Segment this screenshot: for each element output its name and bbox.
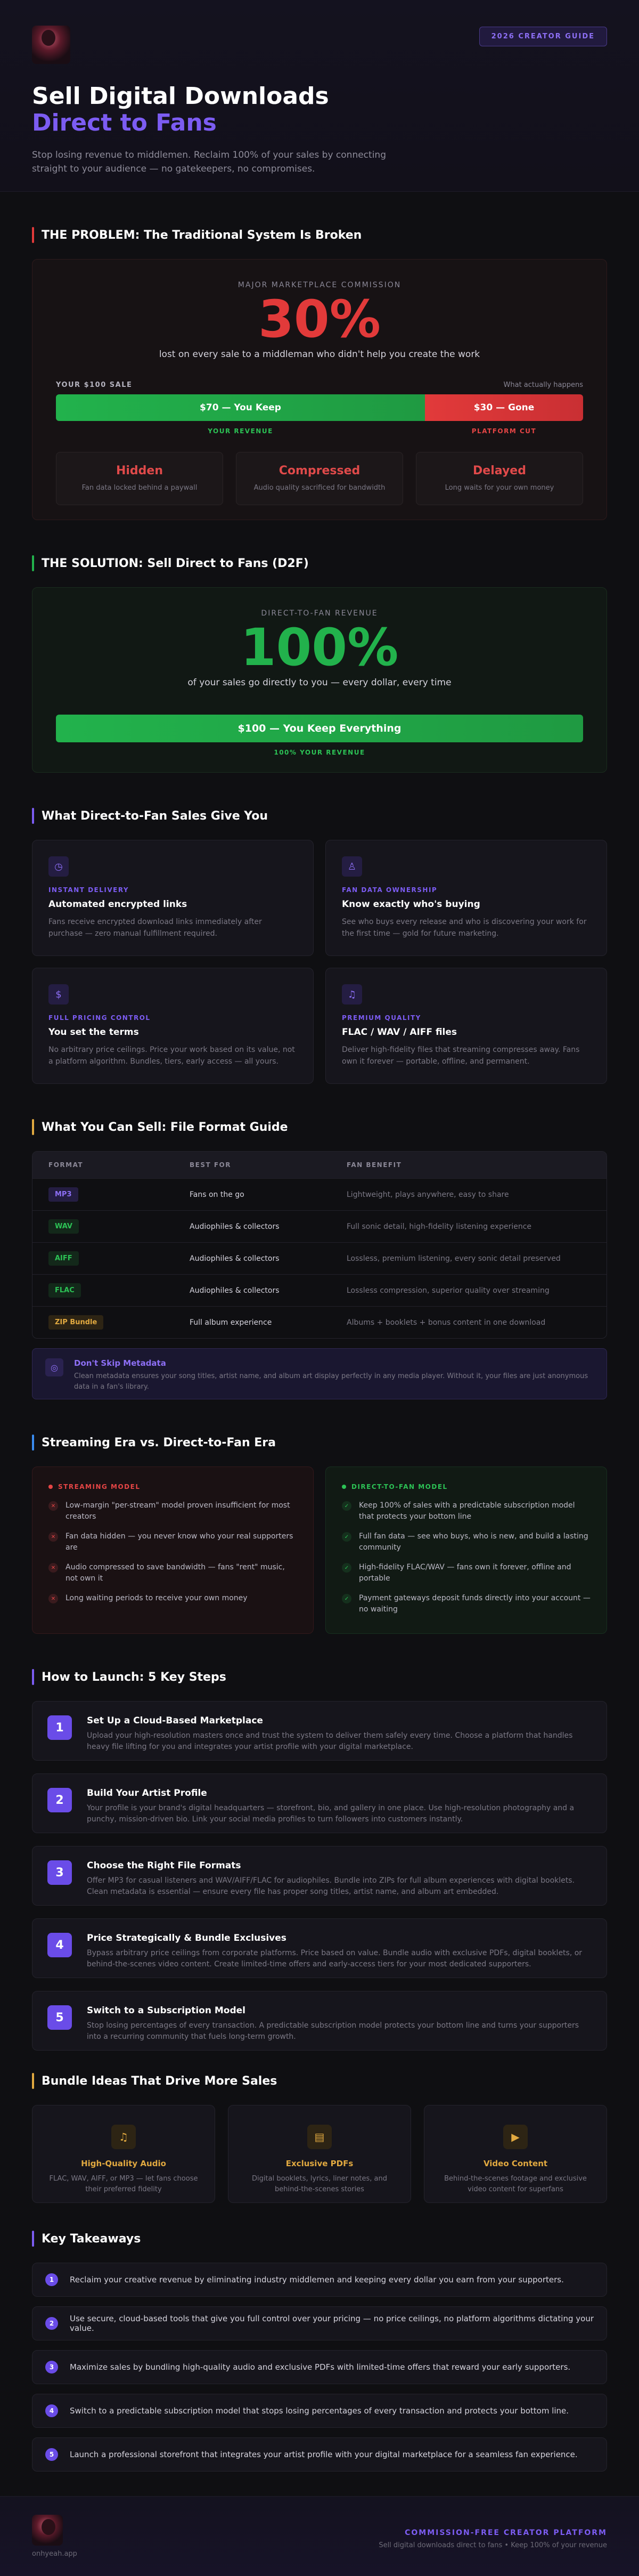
section-title: What You Can Sell: File Format Guide bbox=[42, 1120, 288, 1134]
metadata-note bbox=[32, 1348, 607, 1399]
section-accent-bar bbox=[32, 2073, 34, 2089]
step-desc: Upload your high-resolution masters once and trust the system to deliver them safely every time. Choose a platform that handles heavy file lifting for you and integrates your artist profile with your digital marketplace. bbox=[87, 1731, 573, 1751]
table-row bbox=[32, 1242, 607, 1274]
split-meta-right: What actually happens bbox=[503, 381, 583, 389]
split-bar-meta bbox=[56, 381, 583, 389]
feature-kicker: INSTANT DELIVERY bbox=[48, 886, 129, 894]
format-table bbox=[32, 1151, 607, 1339]
benefit-cell: Full sonic detail, high-fidelity listening experience bbox=[347, 1222, 532, 1231]
d2f-list bbox=[342, 1500, 591, 1615]
benefit-cell: Lightweight, plays anywhere, easy to share bbox=[347, 1190, 509, 1199]
section-accent-bar bbox=[32, 1435, 34, 1451]
feature-card bbox=[325, 840, 607, 956]
list-item bbox=[342, 1593, 591, 1615]
table-row bbox=[32, 1210, 607, 1242]
takeaway-number: 4 bbox=[45, 2404, 58, 2417]
x-icon: ✕ bbox=[48, 1563, 58, 1573]
feature-card bbox=[325, 968, 607, 1084]
full-revenue-bar: $100 — You Keep Everything bbox=[56, 715, 583, 742]
problem-point-title: Hidden bbox=[116, 464, 163, 477]
takeaway-number: 3 bbox=[45, 2361, 58, 2374]
feature-desc: No arbitrary price ceilings. Price your work based on its value, not a platform algorithm. Bundles, tiers, early access — all yours. bbox=[48, 1046, 295, 1066]
check-icon: ✓ bbox=[342, 1594, 351, 1603]
column-header: FAN BENEFIT bbox=[347, 1161, 402, 1169]
section-heading-features bbox=[32, 808, 607, 824]
feature-title: FLAC / WAV / AIFF files bbox=[342, 1027, 457, 1038]
benefit-cell: Lossless, premium listening, every sonic detail preserved bbox=[347, 1254, 561, 1263]
section-title: What Direct-to-Fan Sales Give You bbox=[42, 809, 268, 823]
d2f-model-card bbox=[325, 1467, 607, 1634]
feature-desc: Deliver high-fidelity files that streaming compresses away. Fans own it forever — portable, offline, and permanent. bbox=[342, 1046, 580, 1066]
problem-point-desc: Audio quality sacrificed for bandwidth bbox=[253, 484, 386, 492]
takeaway-text: Switch to a predictable subscription model that stops losing percentages of every transaction and protects your bottom line. bbox=[70, 2406, 569, 2416]
title-line-2: Direct to Fans bbox=[32, 109, 217, 136]
feature-card bbox=[32, 968, 314, 1084]
note-title: Don't Skip Metadata bbox=[74, 1358, 166, 1368]
step-title: Choose the Right File Formats bbox=[87, 1860, 241, 1871]
feature-title: Know exactly who's buying bbox=[342, 899, 480, 910]
streaming-model-title bbox=[48, 1483, 297, 1490]
table-header-row bbox=[32, 1152, 607, 1178]
keep-segment: $70 — You Keep bbox=[56, 394, 425, 421]
problem-point-card bbox=[56, 452, 223, 505]
video-camera-icon: ▶ bbox=[503, 2125, 528, 2149]
split-labels bbox=[56, 427, 583, 435]
problem-point-desc: Fan data locked behind a paywall bbox=[81, 484, 198, 492]
takeaway-item bbox=[32, 2437, 607, 2472]
best-for-cell: Audiophiles & collectors bbox=[190, 1254, 280, 1263]
list-item-text: Keep 100% of sales with a predictable subscription model that protects your bottom line bbox=[359, 1501, 575, 1521]
step-desc: Bypass arbitrary price ceilings from corporate platforms. Price based on value. Bundle audio with exclusive PDFs, digital booklets, or behind-the-scenes video content. Create limited-time offers and early-access tiers for your most dedicated supporters. bbox=[87, 1949, 583, 1969]
problem-kicker: MAJOR MARKETPLACE COMMISSION bbox=[237, 281, 402, 289]
features-grid bbox=[32, 840, 607, 1084]
list-item-text: Low-margin "per-stream" model proven insufficient for most creators bbox=[65, 1501, 290, 1521]
bundle-card bbox=[228, 2105, 411, 2203]
list-item bbox=[48, 1593, 297, 1604]
format-pill: WAV bbox=[48, 1219, 79, 1234]
solution-card bbox=[32, 587, 607, 773]
step-card bbox=[32, 1773, 607, 1833]
list-item bbox=[342, 1531, 591, 1553]
feature-card bbox=[32, 840, 314, 956]
takeaway-number: 2 bbox=[45, 2317, 58, 2330]
commission-figure: 30% bbox=[258, 289, 381, 349]
x-icon: ✕ bbox=[48, 1501, 58, 1511]
bundle-desc: FLAC, WAV, AIFF, or MP3 — let fans choose their preferred fidelity bbox=[49, 2175, 198, 2193]
document-icon: ▤ bbox=[307, 2125, 332, 2149]
d2f-title-text: DIRECT-TO-FAN MODEL bbox=[351, 1483, 448, 1490]
section-accent-bar bbox=[32, 555, 34, 571]
step-card bbox=[32, 1918, 607, 1978]
formats-section bbox=[32, 1119, 607, 1399]
takeaways-section bbox=[32, 2231, 607, 2472]
music-note-icon: ♫ bbox=[111, 2125, 136, 2149]
streaming-model-card bbox=[32, 1467, 314, 1634]
launch-section bbox=[32, 1669, 607, 2051]
column-header: FORMAT bbox=[48, 1161, 84, 1169]
format-cell bbox=[32, 1315, 190, 1330]
step-number: 4 bbox=[47, 1933, 72, 1957]
takeaway-number: 1 bbox=[45, 2273, 58, 2286]
info-icon: ◎ bbox=[45, 1358, 63, 1376]
features-section bbox=[32, 808, 607, 1084]
format-cell bbox=[32, 1283, 190, 1298]
section-heading-problem bbox=[32, 227, 607, 243]
list-item-text: Long waiting periods to receive your own money bbox=[65, 1594, 248, 1602]
problem-point-card bbox=[236, 452, 403, 505]
streaming-list bbox=[48, 1500, 297, 1604]
section-accent-bar bbox=[32, 227, 34, 243]
step-card bbox=[32, 1846, 607, 1906]
step-card bbox=[32, 1991, 607, 2051]
step-number: 2 bbox=[47, 1788, 72, 1812]
d2f-caption: of your sales go directly to you — every dollar, every time bbox=[187, 677, 452, 688]
section-heading-compare bbox=[32, 1435, 607, 1451]
column-header: BEST FOR bbox=[190, 1161, 231, 1169]
list-item-text: Fan data hidden — you never know who your real supporters are bbox=[65, 1532, 293, 1552]
section-heading-formats bbox=[32, 1119, 607, 1135]
section-heading-bundles bbox=[32, 2073, 607, 2089]
bundle-title: High-Quality Audio bbox=[81, 2159, 166, 2168]
hero-subtitle: Stop losing revenue to middlemen. Reclaim 100% of your sales by connecting straight to your audience — no gatekeepers, no compromises. bbox=[32, 150, 386, 174]
x-icon: ✕ bbox=[48, 1594, 58, 1603]
bundle-desc: Behind-the-scenes footage and exclusive video content for superfans bbox=[444, 2175, 587, 2193]
keep-caption: YOUR REVENUE bbox=[208, 427, 273, 435]
section-accent-bar bbox=[32, 2231, 34, 2247]
feature-kicker: PREMIUM QUALITY bbox=[342, 1014, 421, 1022]
d2f-model-title bbox=[342, 1483, 591, 1490]
red-dot-icon bbox=[48, 1485, 53, 1489]
d2f-figure: 100% bbox=[240, 618, 399, 677]
footer-domain[interactable]: onhyeah.app bbox=[32, 2550, 77, 2558]
title-line-1: Sell Digital Downloads bbox=[32, 83, 329, 110]
step-desc: Stop losing percentages of every transaction. A predictable subscription model protects your bottom line and turns your supporters into a recurring community that fuels long-term growth. bbox=[87, 2021, 579, 2041]
section-accent-bar bbox=[32, 1119, 34, 1135]
guide-badge: 2026 CREATOR GUIDE bbox=[479, 27, 607, 46]
table-row bbox=[32, 1274, 607, 1306]
list-item bbox=[342, 1500, 591, 1522]
section-heading-launch bbox=[32, 1669, 607, 1685]
music-note-icon: ♫ bbox=[342, 984, 362, 1005]
check-icon: ✓ bbox=[342, 1501, 351, 1511]
feature-kicker: FAN DATA OWNERSHIP bbox=[342, 886, 438, 894]
page-title bbox=[32, 83, 607, 136]
section-accent-bar bbox=[32, 808, 34, 824]
step-title: Price Strategically & Bundle Exclusives bbox=[87, 1933, 286, 1943]
section-title: Key Takeaways bbox=[42, 2232, 141, 2246]
step-card bbox=[32, 1701, 607, 1761]
takeaway-text: Launch a professional storefront that integrates your artist profile with your digital marketplace for a seamless fan experience. bbox=[70, 2450, 578, 2459]
feature-title: Automated encrypted links bbox=[48, 899, 187, 910]
list-item bbox=[48, 1531, 297, 1553]
page-footer bbox=[0, 2496, 639, 2576]
best-for-cell: Fans on the go bbox=[190, 1190, 244, 1199]
section-title: THE PROBLEM: The Traditional System Is Broken bbox=[42, 228, 362, 242]
step-title: Build Your Artist Profile bbox=[87, 1788, 207, 1799]
problem-point-title: Compressed bbox=[278, 464, 361, 477]
list-item-text: Payment gateways deposit funds directly into your account — no waiting bbox=[359, 1594, 591, 1614]
section-title: THE SOLUTION: Sell Direct to Fans (D2F) bbox=[42, 556, 309, 570]
bundle-card bbox=[424, 2105, 607, 2203]
artist-avatar bbox=[32, 2515, 63, 2546]
x-icon: ✕ bbox=[48, 1532, 58, 1542]
best-for-cell: Audiophiles & collectors bbox=[190, 1222, 280, 1231]
section-title: Streaming Era vs. Direct-to-Fan Era bbox=[42, 1436, 276, 1449]
best-for-cell: Audiophiles & collectors bbox=[190, 1286, 280, 1295]
feature-desc: See who buys every release and who is discovering your work for the first time — gold for future marketing. bbox=[342, 918, 587, 938]
format-cell bbox=[32, 1251, 190, 1266]
best-for-cell: Full album experience bbox=[190, 1318, 272, 1327]
bundle-cards bbox=[32, 2105, 607, 2203]
dollar-icon: $ bbox=[48, 984, 69, 1005]
step-number: 5 bbox=[47, 2005, 72, 2030]
takeaway-item bbox=[32, 2394, 607, 2428]
bundles-section bbox=[32, 2073, 607, 2203]
step-number: 1 bbox=[47, 1715, 72, 1740]
solution-section bbox=[32, 555, 607, 773]
feature-desc: Fans receive encrypted download links immediately after purchase — zero manual fulfillment required. bbox=[48, 918, 262, 938]
step-title: Switch to a Subscription Model bbox=[87, 2005, 245, 2016]
footer-sub: Sell digital downloads direct to fans • Keep 100% of your revenue bbox=[379, 2541, 607, 2549]
problem-card bbox=[32, 259, 607, 520]
list-item-text: Full fan data — see who buys, who is new, and build a lasting community bbox=[359, 1532, 588, 1552]
footer-tag: COMMISSION-FREE CREATOR PLATFORM bbox=[405, 2529, 607, 2537]
problem-point-card bbox=[416, 452, 583, 505]
split-meta-left: YOUR $100 SALE bbox=[56, 381, 133, 389]
bundle-title: Exclusive PDFs bbox=[285, 2159, 354, 2168]
list-item bbox=[342, 1562, 591, 1584]
format-cell bbox=[32, 1219, 190, 1234]
takeaway-item bbox=[32, 2306, 607, 2340]
section-title: How to Launch: 5 Key Steps bbox=[42, 1670, 226, 1684]
takeaway-text: Use secure, cloud-based tools that give you full control over your pricing — no price ceilings, no platform algorithms dictating your value. bbox=[70, 2314, 594, 2333]
user-icon: ♙ bbox=[342, 856, 362, 877]
list-item-text: High-fidelity FLAC/WAV — fans own it forever, offline and portable bbox=[359, 1563, 571, 1583]
format-pill: MP3 bbox=[48, 1187, 78, 1202]
commission-caption: lost on every sale to a middleman who didn't help you create the work bbox=[159, 349, 480, 360]
benefit-cell: Albums + booklets + bonus content in one download bbox=[347, 1318, 546, 1327]
problem-point-desc: Long waits for your own money bbox=[445, 484, 554, 492]
table-row bbox=[32, 1306, 607, 1338]
format-pill: FLAC bbox=[48, 1283, 81, 1298]
note-desc: Clean metadata ensures your song titles, artist name, and album art display perfectly in any media player. Without it, your files are just anonymous data in a fan's library. bbox=[74, 1372, 588, 1391]
takeaway-text: Maximize sales by bundling high-quality audio and exclusive PDFs with limited-time offers that reward your early supporters. bbox=[70, 2362, 571, 2372]
problem-point-title: Delayed bbox=[473, 464, 526, 477]
step-desc: Your profile is your brand's digital headquarters — storefront, bio, and gallery in one place. Use high-resolution photography and a punchy, mission-driven bio. Link your social media profiles to turn followers into customers instantly. bbox=[87, 1804, 575, 1824]
format-pill: AIFF bbox=[48, 1251, 79, 1266]
format-cell bbox=[32, 1187, 190, 1202]
green-dot-icon bbox=[342, 1485, 346, 1489]
check-icon: ✓ bbox=[342, 1563, 351, 1573]
section-title: Bundle Ideas That Drive More Sales bbox=[42, 2074, 277, 2088]
clock-icon: ◷ bbox=[48, 856, 69, 877]
gone-caption: PLATFORM CUT bbox=[471, 427, 537, 435]
list-item bbox=[48, 1562, 297, 1584]
problem-section bbox=[32, 227, 607, 520]
takeaway-item bbox=[32, 2350, 607, 2384]
problem-cards bbox=[56, 452, 583, 505]
step-number: 3 bbox=[47, 1860, 72, 1885]
bundle-title: Video Content bbox=[483, 2159, 548, 2168]
format-pill: ZIP Bundle bbox=[48, 1315, 103, 1330]
feature-title: You set the terms bbox=[48, 1027, 139, 1038]
revenue-split-bar bbox=[56, 394, 583, 421]
gone-segment: $30 — Gone bbox=[425, 394, 583, 421]
compare-section bbox=[32, 1435, 607, 1634]
step-desc: Offer MP3 for casual listeners and WAV/AIFF/FLAC for audiophiles. Bundle into ZIPs for full album experiences with digital booklets. Clean metadata is essential — ensure every file has proper song titles, artist name, and album art embedded. bbox=[87, 1876, 575, 1896]
streaming-title-text: STREAMING MODEL bbox=[58, 1483, 141, 1490]
artist-avatar bbox=[32, 26, 70, 64]
section-accent-bar bbox=[32, 1669, 34, 1685]
section-heading-solution bbox=[32, 555, 607, 571]
takeaway-text: Reclaim your creative revenue by eliminating industry middlemen and keeping every dollar you earn from your supporters. bbox=[70, 2275, 564, 2285]
comparison bbox=[32, 1467, 607, 1634]
benefit-cell: Lossless compression, superior quality over streaming bbox=[347, 1286, 550, 1295]
solution-kicker: DIRECT-TO-FAN REVENUE bbox=[261, 609, 378, 618]
takeaway-item bbox=[32, 2263, 607, 2297]
step-title: Set Up a Cloud-Based Marketplace bbox=[87, 1715, 263, 1726]
full-revenue-caption: 100% YOUR REVENUE bbox=[274, 749, 365, 756]
footer-tagline bbox=[379, 2529, 607, 2549]
bundle-card bbox=[32, 2105, 215, 2203]
feature-kicker: FULL PRICING CONTROL bbox=[48, 1014, 151, 1022]
bundle-desc: Digital booklets, lyrics, liner notes, and behind-the-scenes stories bbox=[252, 2175, 387, 2193]
list-item bbox=[48, 1500, 297, 1522]
table-row bbox=[32, 1178, 607, 1210]
section-heading-takeaways bbox=[32, 2231, 607, 2247]
hero-header bbox=[0, 0, 639, 192]
list-item-text: Audio compressed to save bandwidth — fans "rent" music, not own it bbox=[65, 1563, 285, 1583]
takeaway-number: 5 bbox=[45, 2448, 58, 2461]
check-icon: ✓ bbox=[342, 1532, 351, 1542]
